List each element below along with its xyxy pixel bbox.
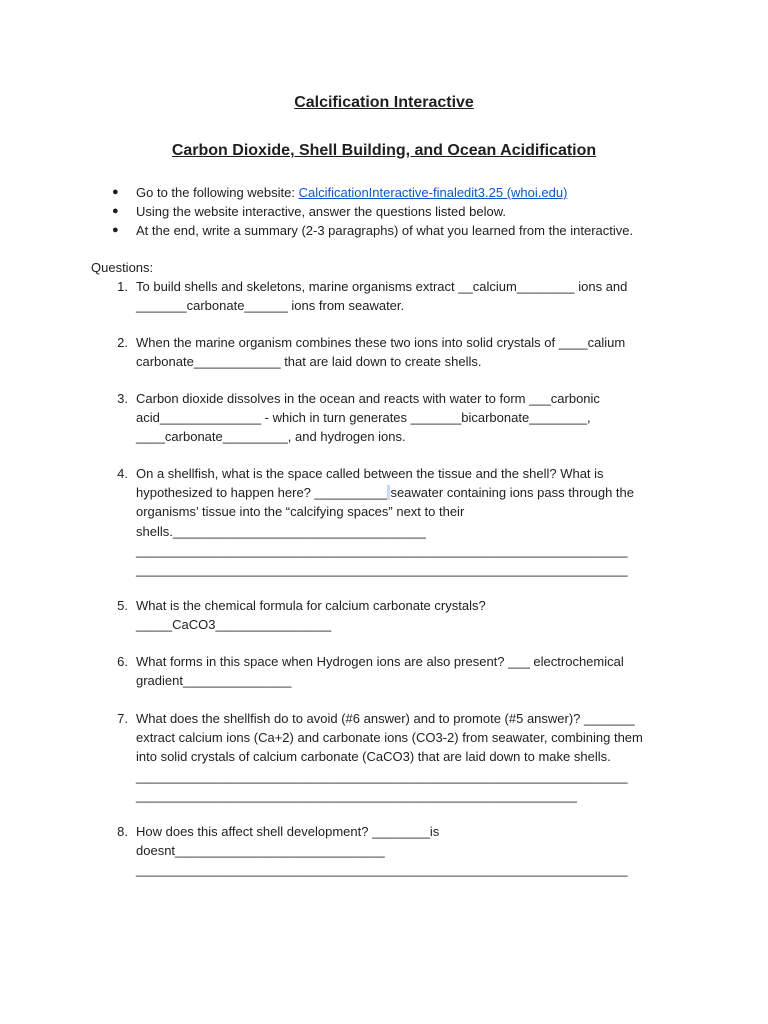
question-line: acid______________ - which in turn generates _______bicarbonate________, (136, 410, 591, 426)
question-line: How does this affect shell development? ________is (136, 824, 440, 839)
question-line: What is the chemical formula for calcium carbonate crystals? (136, 598, 486, 613)
question-number: 1. (117, 279, 128, 294)
question-line: into solid crystals of calcium carbonate (CaCO3) that are laid down to make shells. (136, 749, 611, 765)
question-number: 6. (117, 654, 128, 669)
list-item (112, 221, 633, 240)
answer-blank-line: _____________________________________________________________ (136, 787, 578, 803)
bullet-icon: ● (112, 186, 119, 198)
document-title: Calcification Interactive (294, 94, 474, 111)
answer-blank-line: ____________________________________________________________________ (136, 562, 628, 578)
question-text (136, 277, 627, 315)
question-line: To build shells and skeletons, marine organisms extract __calcium________ ions and (136, 279, 628, 294)
answer-blank-line: ____________________________________________________________________ (136, 768, 628, 784)
question-number: 3. (117, 391, 128, 406)
answer-blank-line: ____________________________________________________________________ (136, 862, 628, 878)
instructions-list (112, 183, 633, 240)
question-text (136, 389, 600, 447)
list-item-text: Go to the following website: (136, 185, 299, 200)
question-line: shells.___________________________________ (136, 523, 426, 539)
question-number: 7. (117, 711, 128, 726)
list-item-text: Using the website interactive, answer the questions listed below. (136, 204, 506, 219)
questions-heading: Questions: (91, 260, 154, 275)
question-line (136, 483, 634, 502)
question-line: carbonate____________ that are laid down to create shells. (136, 354, 482, 370)
question-line: _____CaCO3________________ (136, 617, 332, 633)
question-line: _______carbonate______ ions from seawater. (136, 298, 405, 314)
question-number: 4. (117, 466, 128, 481)
bullet-icon: ● (112, 224, 119, 236)
question-text (136, 333, 625, 371)
list-item-text: At the end, write a summary (2-3 paragraphs) of what you learned from the interactive. (136, 223, 634, 238)
question-number: 2. (117, 335, 128, 350)
bullet-icon: ● (112, 205, 119, 217)
question-line: organisms’ tissue into the “calcifying spaces” next to their (136, 504, 465, 520)
question-line: gradient_______________ (136, 673, 292, 689)
question-line: extract calcium ions (Ca+2) and carbonate ions (CO3-2) from seawater, combining them (136, 730, 643, 746)
question-text (136, 464, 634, 579)
answer-blank-line: ____________________________________________________________________ (136, 542, 628, 558)
question-number: 8. (117, 824, 128, 839)
question-line-end: seawater containing ions pass through the (390, 485, 634, 501)
question-line: When the marine organism combines these two ions into solid crystals of ____calium (136, 335, 626, 350)
question-text (136, 822, 628, 880)
question-line: Carbon dioxide dissolves in the ocean and reacts with water to form ___carbonic (136, 391, 600, 406)
list-item (112, 183, 633, 202)
question-text (136, 652, 624, 690)
question-number: 5. (117, 598, 128, 613)
question-line: doesnt_____________________________ (136, 843, 385, 859)
list-item (112, 202, 633, 221)
question-text (136, 709, 643, 805)
question-line: On a shellfish, what is the space called between the tissue and the shell? What is (136, 466, 604, 481)
question-line: What does the shellfish do to avoid (#6 answer) and to promote (#5 answer)? _______ (136, 711, 635, 726)
question-text (136, 596, 486, 634)
question-line: ____carbonate_________, and hydrogen ions. (136, 429, 406, 445)
document-subtitle: Carbon Dioxide, Shell Building, and Ocean Acidification (171, 142, 597, 159)
question-line-start: hypothesized to happen here? __________ (136, 485, 387, 501)
website-link[interactable]: CalcificationInteractive-finaledit3.25 (whoi.edu) (298, 185, 568, 200)
question-line: What forms in this space when Hydrogen ions are also present? ___ electrochemical (136, 654, 624, 669)
